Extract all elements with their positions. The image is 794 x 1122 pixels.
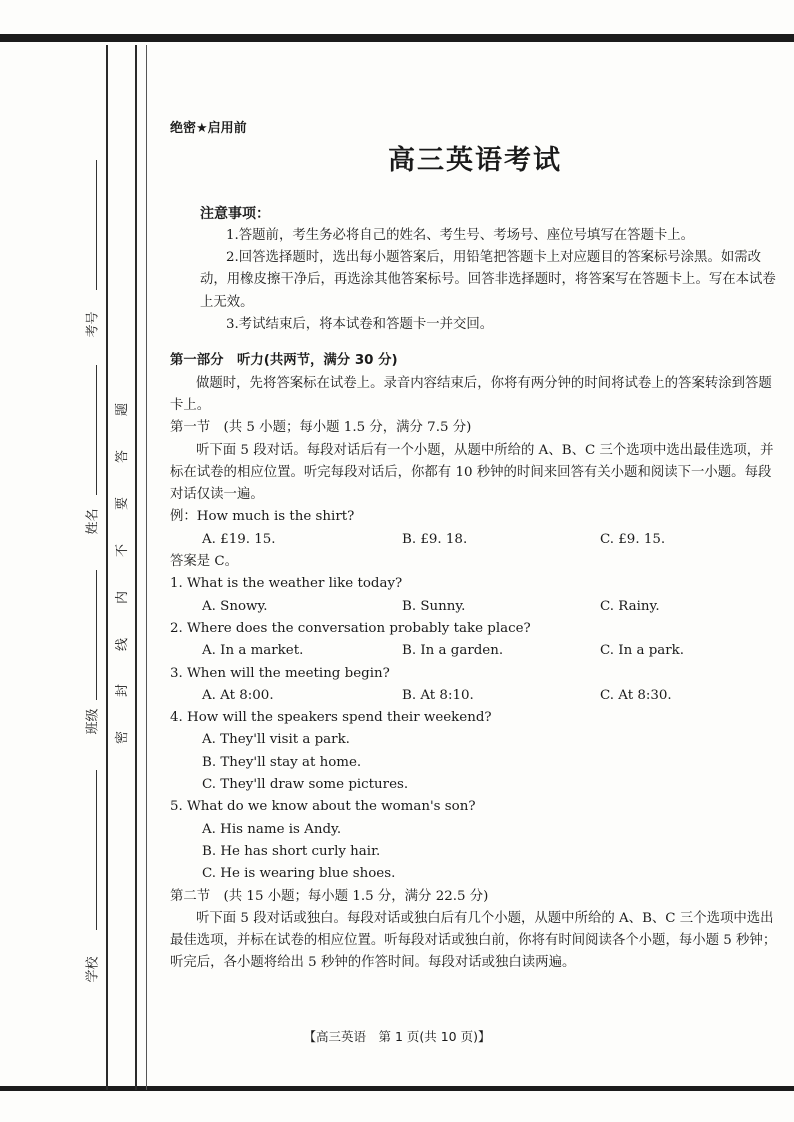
notice-item: 3.考试结束后，将本试卷和答题卡一并交回。 (226, 317, 494, 333)
question: 4. How will the speakers spend their weekend? (170, 710, 492, 726)
top-rule (0, 34, 794, 42)
seal-char: 封 (115, 683, 131, 698)
part1-instruction: 做题时，先将答案标在试卷上。录音内容结束后，你将有两分钟的时间将试卷上的答案转涂到答题卡上。 (170, 375, 772, 413)
option: A. At 8:00. (202, 687, 274, 703)
option: C. In a park. (600, 643, 685, 659)
page-content (170, 118, 780, 975)
options-row (202, 685, 780, 707)
class-label: 班级 (85, 708, 101, 735)
option: A. They'll visit a park. (202, 732, 350, 748)
option: C. Rainy. (600, 598, 660, 614)
page-title: 高三英语考试 (388, 145, 562, 177)
option: A. His name is Andy. (202, 821, 342, 837)
option: B. £9. 18. (402, 531, 468, 547)
option: B. At 8:10. (402, 687, 474, 703)
option: C. They'll draw some pictures. (202, 777, 409, 793)
section2-heading: 第二节 (共 15 小题；每小题 1.5 分，满分 22.5 分) (170, 888, 489, 904)
option: A. £19. 15. (202, 531, 276, 547)
option: B. He has short curly hair. (202, 843, 381, 859)
option: A. In a market. (202, 643, 304, 659)
question: 1. What is the weather like today? (170, 576, 403, 592)
option: A. Snowy. (202, 598, 268, 614)
option: B. In a garden. (402, 643, 504, 659)
seal-char: 密 (115, 730, 131, 745)
section2-instruction: 听下面 5 段对话或独白。每段对话或独白后有几个小题，从题中所给的 A、B、C 三个选项中选出最佳选项，并标在试卷的相应位置。听每段对话或独白前，你将有时间阅读各个小题，每小题 5 秒钟；听完后，各小题将给出 5 秒钟的作答时间。每段对话或独白读两遍。 (170, 910, 777, 971)
seal-char: 题 (115, 402, 131, 417)
option: C. At 8:30. (600, 687, 672, 703)
seal-char: 线 (115, 637, 131, 652)
school-label: 学校 (85, 956, 101, 983)
section1-heading: 第一节 (共 5 小题；每小题 1.5 分，满分 7.5 分) (170, 420, 472, 436)
notice-item: 1.答题前，考生务必将自己的姓名、考生号、考场号、座位号填写在答题卡上。 (226, 227, 695, 243)
seal-char: 答 (115, 449, 131, 464)
options-row (202, 596, 780, 618)
seal-char: 要 (115, 496, 131, 511)
question: 5. What do we know about the woman's son? (170, 799, 476, 815)
options-row (202, 640, 780, 662)
question: 2. Where does the conversation probably take place? (170, 620, 531, 636)
name-blank (96, 365, 97, 495)
name-label: 姓名 (85, 508, 101, 535)
question: 3. When will the meeting begin? (170, 665, 390, 681)
option: B. Sunny. (402, 598, 466, 614)
option: C. He is wearing blue shoes. (202, 866, 396, 882)
school-blank (96, 770, 97, 930)
bottom-rule (0, 1086, 794, 1091)
margin-line-outer (106, 45, 108, 1090)
option: C. £9. 15. (600, 531, 666, 547)
page-footer: 【高三英语 第 1 页(共 10 页)】 (303, 1029, 491, 1044)
exam-no-blank (96, 160, 97, 290)
section1-instruction: 听下面 5 段对话。每段对话后有一个小题，从题中所给的 A、B、C 三个选项中选出最佳选项，并标在试卷的相应位置。听完每段对话后，你都有 10 秒钟的时间来回答有关小题和阅读下一小题。每段对话仅读一遍。 (170, 442, 774, 503)
part1-heading: 第一部分 听力(共两节，满分 30 分) (170, 353, 398, 369)
margin-line-inner (135, 45, 137, 1090)
notice-item: 2.回答选择题时，选出每小题答案后，用铅笔把答题卡上对应题目的答案标号涂黑。如需改动，用橡皮擦干净后，再选涂其他答案标号。回答非选择题时，将答案写在答题卡上。写在本试卷上无效。 (200, 250, 776, 310)
notice-heading: 注意事项： (200, 205, 270, 222)
example-answer: 答案是 C。 (170, 554, 239, 570)
class-blank (96, 570, 97, 700)
confidential-mark: 绝密★启用前 (170, 121, 247, 136)
option: B. They'll stay at home. (202, 754, 362, 770)
example-question: 例：How much is the shirt? (170, 509, 355, 525)
example-options (202, 529, 780, 551)
margin-line-edge (146, 45, 147, 1090)
exam-no-label: 考号 (85, 311, 101, 338)
seal-char: 内 (115, 590, 131, 605)
seal-char: 不 (115, 543, 131, 558)
